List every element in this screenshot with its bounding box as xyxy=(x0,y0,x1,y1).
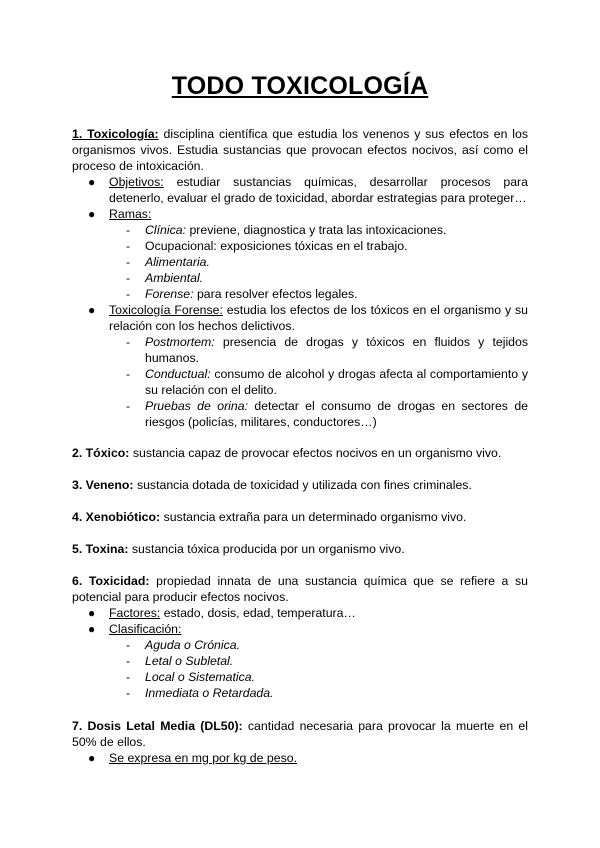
rama-desc: para resolver efectos legales. xyxy=(196,287,358,301)
ramas-label: Ramas: xyxy=(109,207,152,221)
dash-icon: - xyxy=(126,670,131,684)
section-3-term: 3. Veneno: xyxy=(72,478,134,492)
section-1-paragraph xyxy=(72,126,528,174)
dash-icon: - xyxy=(126,287,131,301)
forense-item xyxy=(109,302,528,334)
rama-name: Alimentaria. xyxy=(145,255,210,269)
dash-icon: - xyxy=(126,686,131,700)
section-6-paragraph xyxy=(72,573,528,605)
section-6-term: 6. Toxicidad: xyxy=(72,574,150,588)
section-4-paragraph xyxy=(72,509,528,525)
forense-text: estudia los efectos de los tóxicos en el organismo y su relación con los hechos delictivos. xyxy=(109,303,528,333)
section-7-paragraph xyxy=(72,718,528,750)
section-2-text: sustancia capaz de provocar efectos nocivos en un organismo vivo. xyxy=(132,446,502,460)
rama-item xyxy=(145,238,528,254)
dash-icon: - xyxy=(126,335,131,349)
factores-label: Factores: xyxy=(109,606,161,620)
bullet-icon: ● xyxy=(88,175,96,189)
dash-icon: - xyxy=(126,239,131,253)
objetivos-text: estudiar sustancias químicas, desarrollar procesos para detenerlo, evaluar el grado de toxicidad, abordar estrategias para proteger… xyxy=(109,175,528,205)
rama-name: Clínica: xyxy=(145,223,187,237)
rama-name: Ocupacional: exposiciones tóxicas en el trabajo. xyxy=(145,239,408,253)
bullet-icon: ● xyxy=(88,622,96,636)
rama-item xyxy=(145,222,528,238)
clasificacion-subitem: Inmediata o Retardada. xyxy=(145,686,274,700)
section-3-paragraph xyxy=(72,477,528,493)
section-2-paragraph xyxy=(72,445,528,461)
forense-subitem xyxy=(145,398,528,430)
section-4-text: sustancia extraña para un determinado organismo vivo. xyxy=(163,510,467,524)
clasificacion-item xyxy=(109,621,528,637)
section-7-text: cantidad necesaria para provocar la muerte en el 50% de ellos. xyxy=(72,719,528,749)
forense-subitem-desc: presencia de drogas y tóxicos en fluidos y tejidos humanos. xyxy=(145,335,528,365)
clasificacion-subitem: Letal o Subletal. xyxy=(145,654,234,668)
dl50-unit-item: Se expresa en mg por kg de peso. xyxy=(109,751,297,765)
section-5-term: 5. Toxina: xyxy=(72,542,129,556)
forense-subitem-name: Pruebas de orina: xyxy=(145,399,248,413)
dash-icon: - xyxy=(126,654,131,668)
ramas-item xyxy=(109,206,528,222)
bullet-icon: ● xyxy=(88,303,96,317)
rama-name: Ambiental. xyxy=(145,271,204,285)
bullet-icon: ● xyxy=(88,751,96,765)
objetivos-item xyxy=(109,174,528,206)
dash-icon: - xyxy=(126,367,131,381)
forense-label: Toxicología Forense: xyxy=(109,303,223,317)
forense-subitem-name: Conductual: xyxy=(145,367,211,381)
bullet-icon: ● xyxy=(88,606,96,620)
bullet-icon: ● xyxy=(88,207,96,221)
page-title: TODO TOXICOLOGÍA xyxy=(171,72,429,100)
section-1-text: disciplina científica que estudia los venenos y sus efectos en los organismos vivos. Estudia sustancias que provocan efectos nocivos, así como el proceso de intoxicación. xyxy=(72,127,529,173)
rama-name: Forense: xyxy=(145,287,194,301)
dash-icon: - xyxy=(126,638,131,652)
forense-subitem-desc: consumo de alcohol y drogas afecta al comportamiento y su relación con el delito. xyxy=(145,367,528,397)
section-6-text: propiedad innata de una sustancia química que se refiere a su potencial para producir efectos nocivos. xyxy=(72,574,529,604)
clasificacion-label: Clasificación: xyxy=(109,622,182,636)
forense-subitem-name: Postmortem: xyxy=(145,335,215,349)
rama-item xyxy=(145,286,528,302)
dash-icon: - xyxy=(126,223,131,237)
forense-subitem xyxy=(145,366,528,398)
forense-subitem xyxy=(145,334,528,366)
objetivos-label: Objetivos: xyxy=(109,175,164,189)
rama-item xyxy=(145,270,528,286)
section-5-paragraph xyxy=(72,541,528,557)
section-3-text: sustancia dotada de toxicidad y utilizada con fines criminales. xyxy=(136,478,472,492)
section-1-term: 1. Toxicología: xyxy=(72,127,159,141)
section-7-term: 7. Dosis Letal Media (DL50): xyxy=(72,719,243,733)
section-5-text: sustancia tóxica producida por un organismo vivo. xyxy=(131,542,405,556)
clasificacion-subitem: Local o Sistematica. xyxy=(145,670,256,684)
rama-desc: previene, diagnostica y trata las intoxicaciones. xyxy=(189,223,447,237)
section-2-term: 2. Tóxico: xyxy=(72,446,130,460)
dash-icon: - xyxy=(126,399,131,413)
factores-text: estado, dosis, edad, temperatura… xyxy=(163,606,356,620)
section-4-term: 4. Xenobiótico: xyxy=(72,510,161,524)
dash-icon: - xyxy=(126,255,131,269)
dash-icon: - xyxy=(126,271,131,285)
forense-subitem-desc: detectar el consumo de drogas en sectores de riesgos (policías, militares, conductores…) xyxy=(145,399,529,429)
clasificacion-subitem: Aguda o Crónica. xyxy=(145,638,241,652)
rama-item xyxy=(145,254,528,270)
factores-item xyxy=(109,605,528,621)
